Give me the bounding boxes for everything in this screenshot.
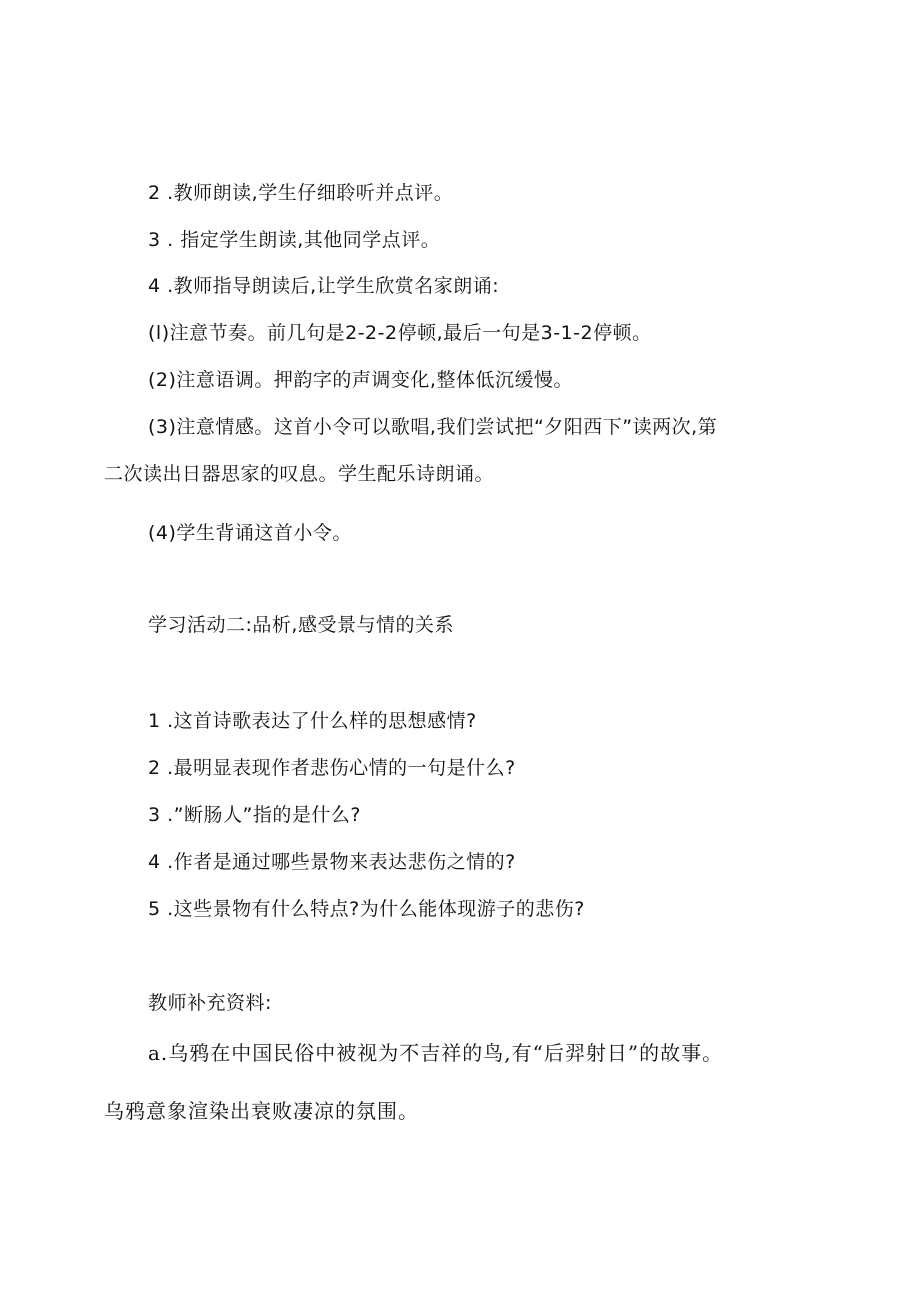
item-2: 2 .教师朗读,学生仔细聆听并点评。 bbox=[148, 182, 454, 204]
item-3: 3 . 指定学生朗读,其他同学点评。 bbox=[148, 229, 441, 251]
question-4: 4 .作者是通过哪些景物来表达悲伤之情的? bbox=[148, 851, 516, 873]
sub-item-4: (4)学生背诵这首小令。 bbox=[148, 522, 352, 544]
activity2-heading: 学习活动二:品析,感受景与情的关系 bbox=[148, 614, 454, 636]
question-2: 2 .最明显表现作者悲伤心情的一句是什么? bbox=[148, 757, 516, 779]
supplement-line-1: a.乌鸦在中国民俗中被视为不吉祥的鸟,有“后羿射日”的故事。 bbox=[148, 1041, 724, 1065]
supplement-heading: 教师补充资料: bbox=[148, 992, 272, 1014]
question-3: 3 .”断肠人”指的是什么? bbox=[148, 804, 361, 826]
question-5: 5 .这些景物有什么特点?为什么能体现游子的悲伤? bbox=[148, 898, 585, 920]
question-1: 1 .这首诗歌表达了什么样的思想感情? bbox=[148, 710, 477, 732]
sub-item-1: (l)注意节奏。前几句是2-2-2停顿,最后一句是3-1-2停顿。 bbox=[148, 322, 652, 344]
sub-item-3: (3)注意情感。这首小令可以歌唱,我们尝试把“夕阳西下”读两次,第 bbox=[148, 416, 718, 438]
item-4: 4 .教师指导朗读后,让学生欣赏名家朗诵: bbox=[148, 275, 500, 297]
sub-item-2: (2)注意语调。押韵字的声调变化,整体低沉缓慢。 bbox=[148, 369, 573, 391]
sub-item-3-continued: 二次读出日器思家的叹息。学生配乐诗朗诵。 bbox=[104, 463, 495, 485]
supplement-line-2: 乌鸦意象渲染出衰败凄凉的氛围。 bbox=[104, 1099, 419, 1123]
